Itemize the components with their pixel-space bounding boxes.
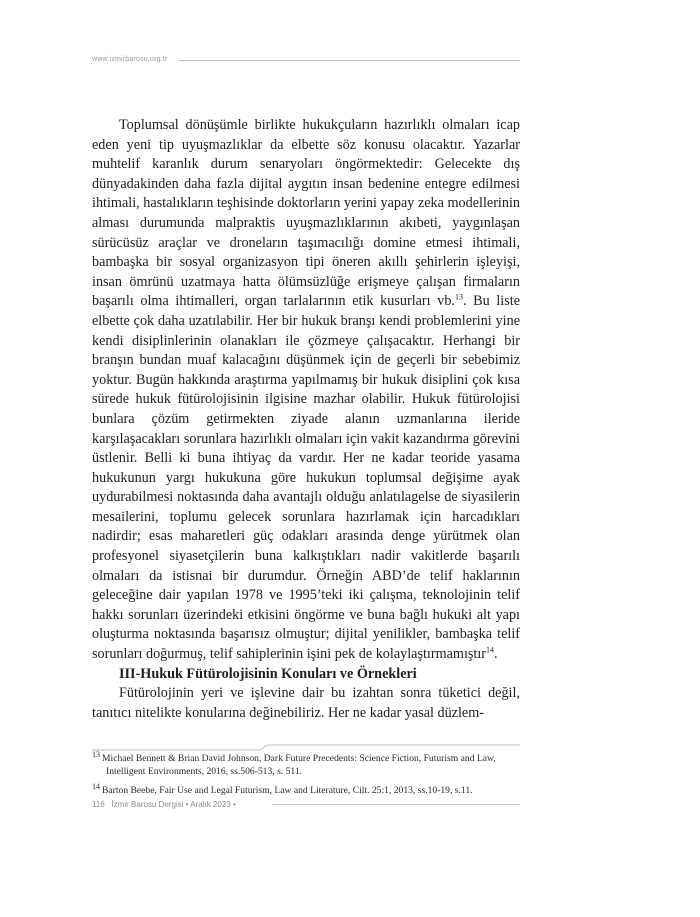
footnote-divider	[92, 744, 520, 752]
footnotes	[92, 749, 520, 803]
section-heading: III-Hukuk Fütürolojisinin Konuları ve Örnekleri	[119, 665, 417, 682]
paragraph-2: Fütürolojinin yeri ve işlevine dair bu izahtan sonra tüketici değil, tanıtıcı nitelikte konularına değinebiliriz. Her ne kadar yasal düzlem-	[92, 685, 520, 721]
footnote-14-number: 14	[92, 781, 100, 791]
paragraph-1	[92, 116, 520, 665]
footnote-13-text: Michael Bennett & Brian David Johnson, Dark Future Precedents: Science Fiction, Futurism and Law, Intelligent Environments, 2016, ss.506-513, s. 511.	[102, 753, 496, 777]
page-footer	[92, 800, 236, 809]
footnote-14	[92, 781, 520, 797]
footnote-ref-14[interactable]: 14	[486, 645, 495, 655]
main-text	[92, 116, 520, 723]
paragraph-1-text: Toplumsal dönüşümle birlikte hukukçuların hazırlıklı olmaları icap eden yeni tip uyuşmazlıklar da elbette söz konusu olacaktır. Yazarlar muhtelif karanlık durum senaryoları öngörmektedir: Gelecekte dış dünyadakinden daha fazla dijital aygıtın insan bedenine entegre edilmesi ihtimali, hastalıkların teşhisinde doktorların yerini yapay zeka modellerinin alması durumunda malpraktis uyuşmazlıklarının akıbeti, yaygınlaşan sürücüsüz araçlar ve droneların taşımacılığı domine etmesi ihtimali, bambaşka bir sosyal organizasyon tipi öneren akıllı şehirlerin işleyişi, insan ömrünü uzatmaya hatta ölümsüzlüğe erişmeye çalışan firmaların başarılı olma ihtimalleri, organ tarlalarının etik kusurları vb.	[92, 117, 520, 310]
footnote-13	[92, 749, 520, 778]
footnote-ref-13[interactable]: 13	[454, 292, 463, 302]
footer-rule	[272, 804, 520, 805]
journal-title: İzmir Barosu Dergisi • Aralık 2023 •	[111, 800, 236, 809]
footnote-14-text: Barton Beebe, Fair Use and Legal Futurism, Law and Literature, Cilt. 25:1, 2013, ss.10-19, s.11.	[102, 785, 473, 796]
page-number: 116	[92, 800, 105, 809]
header-rule	[178, 60, 520, 61]
header-url: www.izmirbarosu.org.tr	[92, 56, 168, 63]
paragraph-1-end: .	[494, 646, 498, 663]
footnote-13-number: 13	[92, 749, 100, 759]
paragraph-1-continued: . Bu liste elbette çok daha uzatılabilir. Her bir hukuk branşı kendi problemlerini yine kendi disiplinlerinin olanakları ile çözmeye çalışacaktır. Herhangi bir branşın bundan muaf kalacağını düşünmek için de geçerli bir sebebimiz yoktur. Bugün hakkında araştırma yapılmamış bir hukuk disiplini çok kısa sürede hukuk fütürolojisinin ilgisine mazhar olabilir. Hukuk fütürolojisi bunlara çözüm getirmekten ziyade alanın uzmanlarına ileride karşılaşacakları sorunlara hazırlıklı olmaları için vakit kazandırma görevini üstlenir. Belli ki buna ihtiyaç da vardır. Her ne kadar teoride yasama hukukunun yargı hukukuna göre hukukun toplumsal değişime ayak uydurabilmesi noktasında daha avantajlı olduğu anlatılagelse de siyasilerin mesailerini, toplumu gelecek sorunlara hazırlamak için harcadıkları nadirdir; esas maharetleri güç odakları arasında denge yürütmek olan profesyonel siyasetçilerin buna kalkıştıkları nadir vakitlerde başarılı olmaları da istisnai bir durumdur. Örneğin ABD’de telif haklarının geleceğine dair yapılan 1978 ve 1995’teki iki çalışma, teknolojinin telif hakkı sorunları üzerindeki etkisini öngörme ve buna bağlı hukuki alt yapı oluşturma noktasında başarısız olmuştur; dijital yenilikler, bambaşka telif sorunları doğurmuş, telif sahiplerinin işini pek de kolaylaştırmamıştır	[92, 293, 520, 663]
